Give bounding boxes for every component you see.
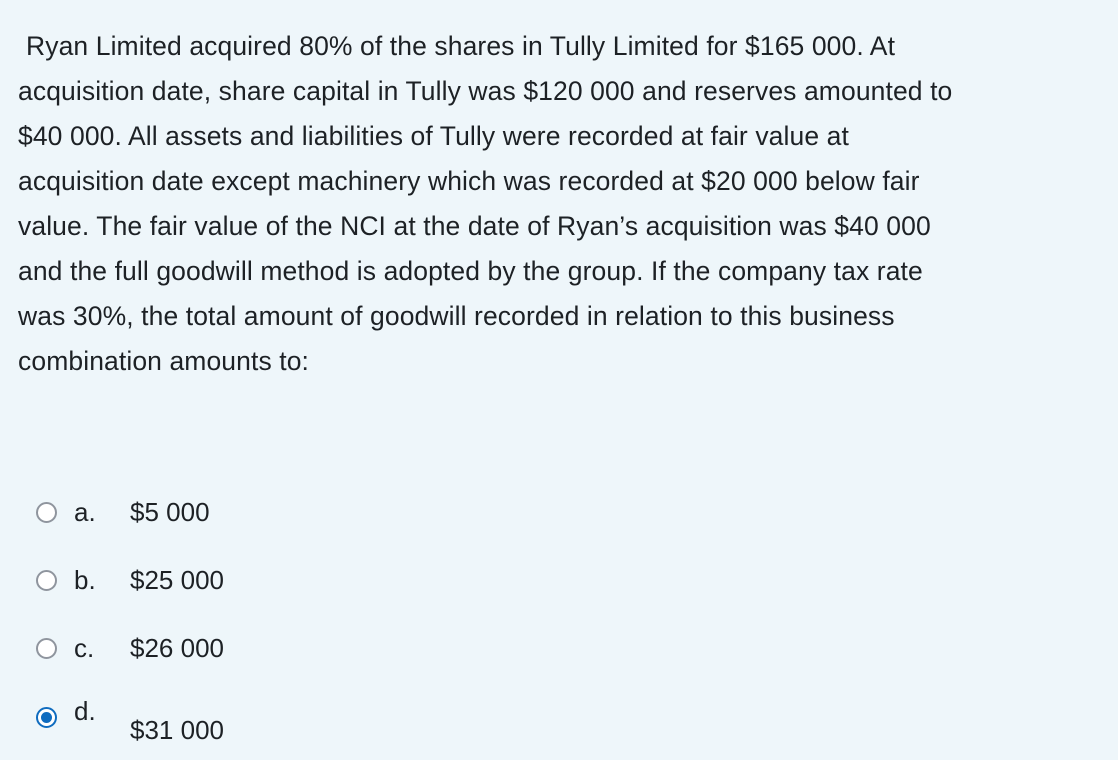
answer-value: $26 000	[130, 633, 224, 663]
question-line: and the full goodwill method is adopted by the group. If the company tax rate	[18, 256, 923, 286]
question-line: Ryan Limited acquired 80% of the shares in Tully Limited for $165 000. At	[26, 31, 896, 61]
question-line: acquisition date, share capital in Tully was $120 000 and reserves amounted to	[18, 76, 953, 106]
radio-button-d-selected[interactable]	[36, 707, 57, 728]
answer-option-d[interactable]	[34, 696, 294, 745]
answer-option-c[interactable]	[34, 626, 294, 670]
answer-option-b[interactable]	[34, 558, 294, 602]
answer-letter: b.	[74, 565, 96, 595]
radio-button-c[interactable]	[36, 638, 57, 659]
question-line: value. The fair value of the NCI at the date of Ryan’s acquisition was $40 000	[18, 211, 931, 241]
answer-letter: c.	[74, 633, 95, 663]
answer-letter: a.	[74, 497, 96, 527]
answer-value: $31 000	[130, 715, 224, 745]
question-line: combination amounts to:	[18, 346, 310, 376]
question-line: $40 000. All assets and liabilities of Tully were recorded at fair value at	[18, 121, 849, 151]
answer-letter: d.	[74, 696, 96, 726]
question-line: was 30%, the total amount of goodwill recorded in relation to this business	[18, 301, 895, 331]
radio-button-a[interactable]	[36, 502, 57, 523]
answer-option-a[interactable]	[34, 490, 294, 534]
radio-button-b[interactable]	[36, 570, 57, 591]
answer-value: $5 000	[130, 497, 210, 527]
answer-value: $25 000	[130, 565, 224, 595]
question-line: acquisition date except machinery which was recorded at $20 000 below fair	[18, 166, 920, 196]
